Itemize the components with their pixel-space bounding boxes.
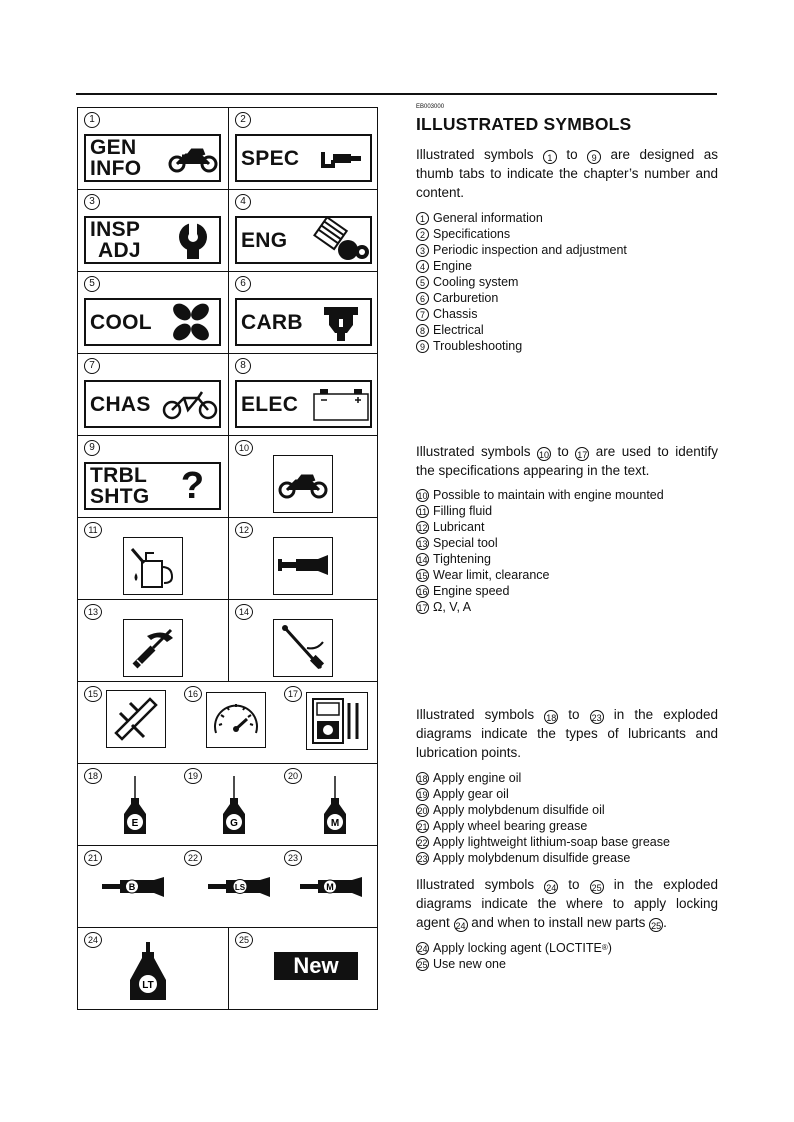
- grid-row: [78, 518, 377, 600]
- symbol-number: 4: [235, 194, 251, 210]
- circled-number: 10: [417, 490, 428, 501]
- engine-oil-bottle-icon: [122, 774, 148, 841]
- item-label: Use new one: [433, 957, 506, 971]
- section-lubricants: [416, 705, 718, 866]
- thumb-tab-trbl-shtg: [84, 462, 221, 510]
- circled-number: 12: [417, 522, 428, 533]
- motorcycle-icon: [166, 136, 219, 180]
- engine-icon: [310, 218, 370, 262]
- item-label: ): [607, 941, 612, 955]
- item-label: Apply engine oil: [433, 771, 522, 785]
- symbol-cell-3: [78, 190, 228, 271]
- tab-label: ELEC: [241, 392, 299, 416]
- thumb-tab-insp-adj: [84, 216, 221, 264]
- grease-type-label: B: [128, 882, 136, 892]
- symbol-cell-13: [78, 600, 228, 681]
- list-item: [416, 786, 718, 802]
- intro-text: are designed as thumb tabs to indicate the chapter’s number and content.: [416, 147, 718, 200]
- section-header: [416, 104, 718, 135]
- item-label: Filling fluid: [433, 504, 493, 518]
- list-item: [416, 487, 718, 503]
- section-intro: [416, 875, 718, 932]
- symbol-number: 1: [84, 112, 100, 128]
- thumb-tab-spec: [235, 134, 372, 182]
- item-label: Apply wheel bearing grease: [433, 819, 588, 833]
- question-mark-icon: ?: [180, 464, 205, 507]
- grid-row: [78, 846, 377, 928]
- symbol-number: 18: [84, 768, 102, 784]
- circled-number: 1: [416, 212, 429, 225]
- tachometer-icon: [206, 692, 266, 748]
- tab-label: COOL: [90, 310, 152, 334]
- symbol-number: 16: [184, 686, 202, 702]
- symbol-cell-25: [228, 928, 376, 1009]
- list-item: [416, 535, 718, 551]
- list-item: [416, 322, 718, 338]
- list-item: [416, 274, 718, 290]
- intro-text: in the exploded diagrams indicate the types of lubricants and lubrication points.: [416, 707, 718, 760]
- intro-text: are used to identify the specifications appearing in the text.: [416, 444, 719, 478]
- circled-number: 24: [417, 943, 428, 954]
- caliper-icon: [106, 690, 166, 748]
- list-item: [416, 834, 718, 850]
- list-item: [416, 306, 718, 322]
- intro-text: to: [558, 877, 590, 892]
- tab-label: SPEC: [241, 146, 300, 170]
- section-chapter-tabs: [416, 145, 718, 354]
- item-label: Electrical: [433, 323, 484, 337]
- grid-row: [78, 354, 377, 436]
- list-item: [416, 519, 718, 535]
- tab-label: INFO: [90, 157, 142, 180]
- intro-text: Illustrated symbols: [416, 444, 538, 459]
- new-part-badge: New: [274, 952, 358, 980]
- section-code: EB003000: [416, 104, 445, 110]
- oil-can-icon: [123, 537, 183, 595]
- thumb-tab-chas: [84, 380, 221, 428]
- registered-mark: ®: [601, 943, 608, 952]
- circled-number: 25: [590, 880, 604, 894]
- grease-gun-icon: [273, 537, 333, 595]
- circled-number: 18: [417, 773, 428, 784]
- circled-number: 22: [417, 837, 428, 848]
- list-item: [416, 503, 718, 519]
- circled-number: 11: [417, 506, 428, 517]
- circled-number: 8: [416, 324, 429, 337]
- tab-label: INSP: [90, 218, 141, 241]
- symbol-number: 17: [284, 686, 302, 702]
- oil-type-label: E: [131, 818, 139, 829]
- list-item: [416, 802, 718, 818]
- list-item: [416, 583, 718, 599]
- tab-label: SHTG: [90, 485, 150, 508]
- item-label: Apply locking agent (LOCTITE: [433, 941, 602, 955]
- symbol-cell-5: [78, 272, 228, 353]
- symbol-cell-8: [228, 354, 376, 435]
- circled-number: 16: [417, 586, 428, 597]
- item-label: Carburetion: [433, 291, 499, 305]
- circled-number: 5: [416, 276, 429, 289]
- multimeter-icon: [306, 692, 368, 750]
- circled-number: 2: [416, 228, 429, 241]
- symbol-list: [416, 210, 718, 354]
- grid-row: [78, 764, 377, 846]
- symbol-number: 10: [235, 440, 253, 456]
- intro-text: .: [663, 915, 667, 930]
- symbol-number: 9: [84, 440, 100, 456]
- engine-mounted-icon: [273, 455, 333, 513]
- item-label: Engine: [433, 259, 472, 273]
- symbol-number: 23: [284, 850, 302, 866]
- grease-type-label: LS: [234, 883, 246, 892]
- symbol-cell-4: [228, 190, 376, 271]
- fan-icon: [160, 300, 219, 344]
- symbol-number: 25: [235, 932, 253, 948]
- oil-type-label: M: [330, 818, 340, 829]
- symbol-list: [416, 487, 718, 615]
- symbol-cell-9: [78, 436, 228, 517]
- symbol-number: 3: [84, 194, 100, 210]
- symbol-number: 13: [84, 604, 102, 620]
- section-locking-new-parts: [416, 875, 718, 972]
- item-label: Ω, V, A: [433, 600, 472, 614]
- circled-number: 20: [417, 805, 428, 816]
- symbol-number: 12: [235, 522, 253, 538]
- grid-row: [78, 682, 377, 764]
- circled-number: 9: [416, 340, 429, 353]
- symbol-number: 22: [184, 850, 202, 866]
- item-label: Chassis: [433, 307, 478, 321]
- list-item: [416, 567, 718, 583]
- circled-number: 25: [649, 918, 663, 932]
- list-item: [416, 850, 718, 866]
- symbol-number: 14: [235, 604, 253, 620]
- list-item: [416, 338, 718, 354]
- item-label: Periodic inspection and adjustment: [433, 243, 627, 257]
- circled-number: 15: [417, 570, 428, 581]
- header-rule: [76, 93, 717, 95]
- item-label: Engine speed: [433, 584, 510, 598]
- symbol-list: [416, 940, 718, 972]
- circled-number: 24: [544, 880, 558, 894]
- section-intro: [416, 705, 718, 762]
- thumb-tab-cool: [84, 298, 221, 346]
- list-item: [416, 226, 718, 242]
- battery-icon: [311, 382, 370, 426]
- wrench-icon: [166, 218, 219, 262]
- section-intro: [416, 442, 718, 480]
- item-label: Apply molybdenum disulfide oil: [433, 803, 605, 817]
- symbol-number: 7: [84, 358, 100, 374]
- item-label: Possible to maintain with engine mounted: [433, 488, 664, 502]
- grid-row: [78, 928, 377, 1010]
- item-label: General information: [433, 211, 543, 225]
- circled-number: 6: [416, 292, 429, 305]
- grid-row: [78, 272, 377, 354]
- symbol-cell-2: [228, 108, 376, 189]
- intro-text: Illustrated symbols: [416, 147, 543, 162]
- circled-number: 4: [416, 260, 429, 273]
- circled-number: 21: [417, 821, 428, 832]
- list-item: [416, 290, 718, 306]
- torque-wrench-icon: [273, 619, 333, 677]
- list-item: [416, 258, 718, 274]
- item-label: Troubleshooting: [433, 339, 523, 353]
- tab-label: TRBL: [90, 464, 148, 487]
- motorcycle-frame-icon: [160, 382, 219, 426]
- list-item: [416, 599, 718, 615]
- circled-number: 7: [416, 308, 429, 321]
- symbol-cell-6: [228, 272, 376, 353]
- circled-number: 1: [543, 150, 557, 164]
- item-label: Apply molybdenum disulfide grease: [433, 851, 631, 865]
- symbol-number: 21: [84, 850, 102, 866]
- circled-number: 17: [575, 447, 589, 461]
- circled-number: 3: [416, 244, 429, 257]
- grease-type-label: M: [326, 882, 334, 892]
- list-item: [416, 551, 718, 567]
- circled-number: 25: [417, 959, 428, 970]
- item-label: Special tool: [433, 536, 498, 550]
- moly-oil-bottle-icon: [322, 774, 348, 841]
- circled-number: 17: [417, 602, 428, 613]
- intro-text: in the exploded diagrams indicate the where to apply locking agent: [416, 877, 718, 930]
- circled-number: 19: [417, 789, 428, 800]
- wheel-bearing-grease-icon: [102, 876, 166, 903]
- circled-number: 23: [417, 853, 428, 864]
- micrometer-icon: [311, 136, 370, 180]
- symbol-number: 24: [84, 932, 102, 948]
- intro-text: to: [551, 444, 576, 459]
- symbol-grid: [77, 107, 378, 1010]
- oil-type-label: G: [230, 818, 238, 829]
- item-label: Wear limit, clearance: [433, 568, 550, 582]
- symbol-list: [416, 770, 718, 866]
- symbol-cell-24: [78, 928, 228, 1009]
- symbol-cell-7: [78, 354, 228, 435]
- thumb-tab-elec: [235, 380, 372, 428]
- grid-row: [78, 190, 377, 272]
- grid-row: [78, 600, 377, 682]
- item-label: Tightening: [433, 552, 491, 566]
- circled-number: 24: [454, 918, 468, 932]
- tab-label: CHAS: [90, 392, 151, 416]
- section-intro: [416, 145, 718, 202]
- item-label: Apply lightweight lithium-soap base grease: [433, 835, 670, 849]
- list-item: [416, 770, 718, 786]
- thumb-tab-eng: [235, 216, 372, 264]
- symbol-number: 15: [84, 686, 102, 702]
- symbol-number: 2: [235, 112, 251, 128]
- circled-number: 18: [544, 710, 558, 724]
- tab-label: ENG: [241, 228, 288, 252]
- section-specifications: [416, 442, 718, 615]
- tab-label: CARB: [241, 310, 303, 334]
- intro-text: to: [556, 147, 588, 162]
- list-item: [416, 242, 718, 258]
- circled-number: 23: [590, 710, 604, 724]
- symbol-number: 19: [184, 768, 202, 784]
- grid-row: [78, 436, 377, 518]
- carburetor-icon: [311, 300, 370, 344]
- symbol-cell-10: [228, 436, 376, 517]
- intro-text: and when to install new parts: [467, 915, 650, 930]
- thumb-tab-gen-info: [84, 134, 221, 182]
- thumb-tab-carb: [235, 298, 372, 346]
- tab-label: GEN: [90, 136, 137, 159]
- locking-agent-label: LT: [142, 980, 154, 991]
- item-label: Apply gear oil: [433, 787, 509, 801]
- tab-label: ADJ: [98, 239, 141, 262]
- symbol-number: 8: [235, 358, 251, 374]
- circled-number: 13: [417, 538, 428, 549]
- intro-text: to: [558, 707, 590, 722]
- symbol-cell-12: [228, 518, 376, 599]
- locking-agent-icon: [126, 940, 170, 1007]
- lithium-grease-icon: [208, 876, 272, 903]
- symbol-number: 20: [284, 768, 302, 784]
- symbol-number: 11: [84, 522, 102, 538]
- list-item: [416, 956, 718, 972]
- gear-oil-bottle-icon: [221, 774, 247, 841]
- symbol-cell-11: [78, 518, 228, 599]
- list-item: [416, 940, 718, 956]
- item-label: Lubricant: [433, 520, 485, 534]
- list-item: [416, 818, 718, 834]
- page-title: ILLUSTRATED SYMBOLS: [416, 114, 632, 134]
- special-tool-icon: [123, 619, 183, 677]
- grid-row: [78, 108, 377, 190]
- circled-number: 9: [587, 150, 601, 164]
- list-item: [416, 210, 718, 226]
- circled-number: 14: [417, 554, 428, 565]
- item-label: Specifications: [433, 227, 511, 241]
- moly-grease-icon: [300, 876, 364, 903]
- circled-number: 10: [537, 447, 551, 461]
- item-label: Cooling system: [433, 275, 519, 289]
- symbol-number: 5: [84, 276, 100, 292]
- symbol-number: 6: [235, 276, 251, 292]
- intro-text: Illustrated symbols: [416, 877, 545, 892]
- symbol-cell-14: [228, 600, 376, 681]
- intro-text: Illustrated symbols: [416, 707, 545, 722]
- symbol-cell-1: [78, 108, 228, 189]
